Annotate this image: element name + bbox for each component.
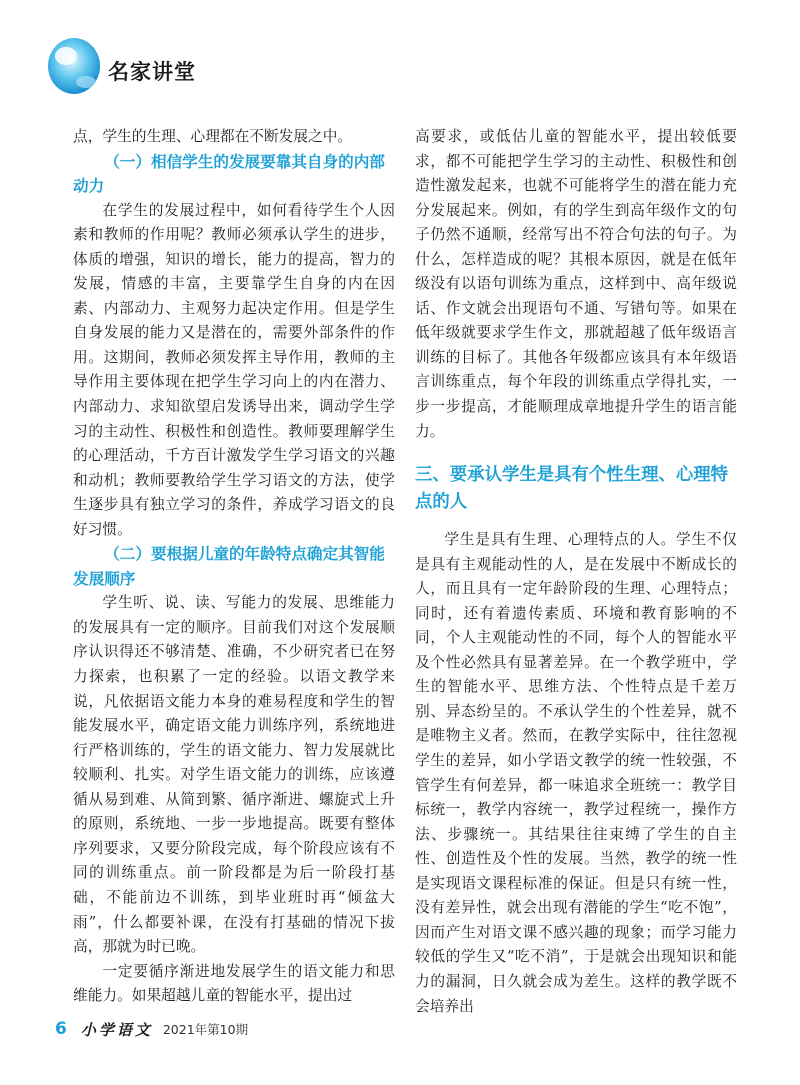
journal-name: 小学语文 <box>80 1020 153 1039</box>
paragraph: 在学生的发展过程中，如何看待学生个人因素和教师的作用呢？教师必须承认学生的进步，体质的增强，知识的增长，能力的提高，智力的发展，情感的丰富，主要靠学生自身的内在因素、内部动力、主观努力起决定作用。但是学生自身发展的能力又是潜在的，需要外部条件的作用。这期间，教师必须发挥主导作用，教师的主导作用主要体现在把学生学习向上的内在潜力、内部动力、求知欲望启发诱导出来，调动学生学习的主动性、积极性和创造性。教师要理解学生的心理活动，千方百计激发学生学习语文的兴趣和动机；教师要教给学生学习语文的方法，使学生逐步具有独立学习的条件，养成学习语文的良好习惯。 <box>73 201 395 538</box>
page-footer <box>55 1014 248 1044</box>
paragraph: 一定要循序渐进地发展学生的语文能力和思维能力。如果超越儿童的智能水平，提出过 <box>73 962 395 1005</box>
paragraph: 点，学生的生理、心理都在不断发展之中。 <box>73 128 353 145</box>
paragraph: 学生是具有生理、心理特点的人。学生不仅是具有主观能动性的人，是在发展中不断成长的人，而且具有一定年龄阶段的生理、心理特点；同时，还有着遗传素质、环境和教育影响的不同，个人主观能动性的不同，每个人的智能水平及个性必然具有显著差异。在一个教学班中，学生的智能水平、思维方法、个性特点是千差万别、异态纷呈的。不承认学生的个性差异，就不是唯物主义者。然而，在教学实际中，往往忽视学生的差异，如小学语文教学的统一性较强，不管学生有何差异，都一味追求全班统一：教学目标统一，教学内容统一，教学过程统一，操作方法、步骤统一。其结果往往束缚了学生的自主性、创造性及个性的发展。当然，教学的统一性是实现语文课程标准的保证。但是只有统一性，没有差异性，就会出现有潜能的学生“吃不饱”，因而产生对语文课不感兴趣的现象；而学习能力较低的学生又“吃不消”，于是就会出现知识和能力的漏洞，日久就会成为差生。这样的教学既不会培养出 <box>415 531 737 1015</box>
section-heading-three: 三、要承认学生是具有个性生理、心理特点的人 <box>415 465 729 513</box>
subheading-one: （一）相信学生的发展要靠其自身的内部动力 <box>73 152 385 196</box>
header-emblem-icon <box>42 28 106 100</box>
issue-label: 2021年第10期 <box>162 1022 249 1037</box>
section-label: 名家讲堂 <box>108 60 196 84</box>
paragraph: 高要求，或低估儿童的智能水平，提出较低要求，都不可能把学生学习的主动性、积极性和创造性激发起来，也就不可能将学生的潜在能力充分发展起来。例如，有的学生到高年级作文的句子仍然不通顺，经常写出不符合句法的句子。为什么，怎样造成的呢？其根本原因，就是在低年级没有以语句训练为重点，这样到中、高年级说话、作文就会出现语句不通、写错句等。如果在低年级就要求学生作文，那就超越了低年级语言训练的目标了。其他各年级都应该具有本年级语言训练重点，每个年段的训练重点学得扎实，一步一步提高，才能顺理成章地提升学生的语言能力。 <box>415 128 737 440</box>
right-column <box>415 125 737 1019</box>
left-column <box>73 125 395 1009</box>
paragraph: 学生听、说、读、写能力的发展、思维能力的发展具有一定的顺序。目前我们对这个发展顺序认识得还不够清楚、准确，不少研究者已在努力探索，也积累了一定的经验。以语文教学来说，凡依据语文能力本身的难易程度和学生的智能发展水平，确定语文能力训练序列，系统地进行严格训练的，学生的语文能力、智力发展就比较顺利、扎实。对学生语文能力的训练，应该遵循从易到难、从简到繁、循序渐进、螺旋式上升的原则，系统地、一步一步地提高。既要有整体序列要求，又要分阶段完成，每个阶段应该有不同的训练重点。前一阶段都是为后一阶段打基础，不能前边不训练，到毕业班时再“倾盆大雨”，什么都要补课，在没有打基础的情况下拔高，那就为时已晚。 <box>73 594 395 956</box>
page-number: 6 <box>55 1019 67 1039</box>
subheading-two: （二）要根据儿童的年龄特点确定其智能发展顺序 <box>73 545 385 588</box>
